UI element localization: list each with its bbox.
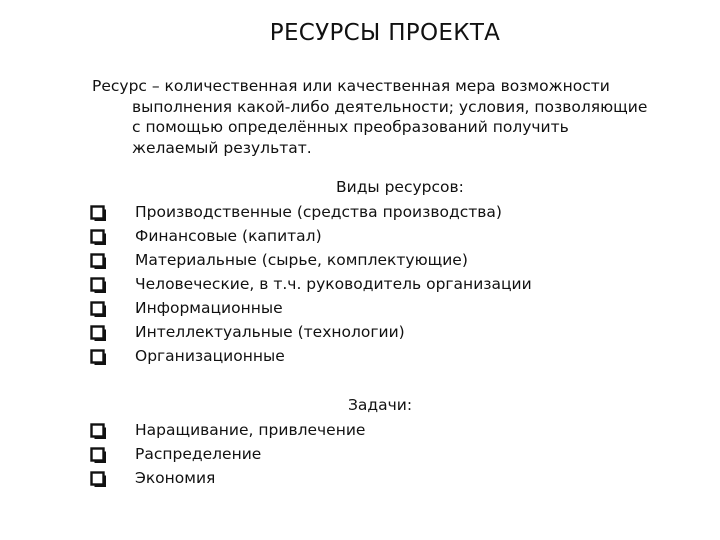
definition-line-4: желаемый результат. xyxy=(132,138,312,157)
list-item-text: Организационные xyxy=(135,347,285,365)
tasks-heading: Задачи: xyxy=(348,396,413,414)
definition-line-1 xyxy=(92,76,692,97)
checkbox-square-icon xyxy=(90,229,106,245)
checkbox-square-icon xyxy=(90,253,106,269)
list-item-text: Распределение xyxy=(135,445,262,463)
definition-line-2: выполнения какой-либо деятельности; условия, позволяющие xyxy=(132,97,648,116)
definition-text: – количественная или качественная мера возможности xyxy=(146,77,610,95)
list-item-text: Человеческие, в т.ч. руководитель организации xyxy=(135,275,532,293)
definition-line-3: с помощью определённых преобразований получить xyxy=(132,118,569,136)
list-item-text: Информационные xyxy=(135,299,283,317)
definition-paragraph xyxy=(92,76,692,158)
checkbox-square-icon xyxy=(90,349,106,365)
checkbox-square-icon xyxy=(90,447,106,463)
list-item-text: Материальные (сырье, комплектующие) xyxy=(135,251,468,269)
page-title: РЕСУРСЫ ПРОЕКТА xyxy=(269,20,501,46)
list-item-text: Финансовые (капитал) xyxy=(135,227,322,245)
checkbox-square-icon xyxy=(90,301,106,317)
checkbox-square-icon xyxy=(90,471,106,487)
list-item-text: Производственные (средства производства) xyxy=(135,203,502,221)
list-item-text: Экономия xyxy=(135,469,216,487)
list-item-text: Наращивание, привлечение xyxy=(135,421,366,439)
checkbox-square-icon xyxy=(90,277,106,293)
checkbox-square-icon xyxy=(90,423,106,439)
definition-term: Ресурс xyxy=(92,77,147,95)
resource-types-heading: Виды ресурсов: xyxy=(336,178,464,196)
list-item-text: Интеллектуальные (технологии) xyxy=(135,323,405,341)
checkbox-square-icon xyxy=(90,205,106,221)
checkbox-square-icon xyxy=(90,325,106,341)
